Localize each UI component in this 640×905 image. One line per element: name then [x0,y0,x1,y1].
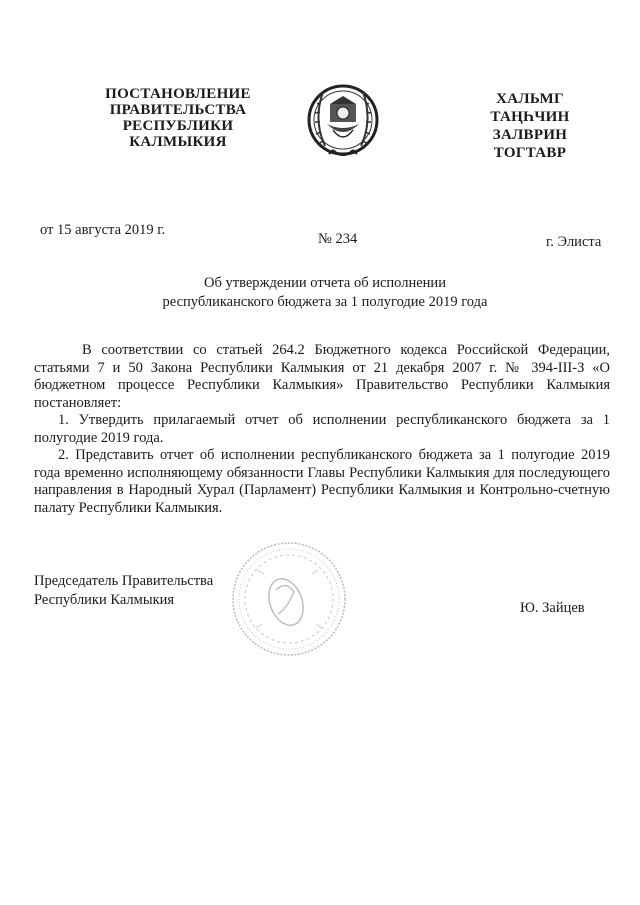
official-seal-stamp-icon [228,540,350,658]
coat-of-arms-emblem-icon [303,80,383,164]
document-title [100,274,550,312]
resolution-item-1: 1. Утвердить прилагаемый отчет об исполнении республиканского бюджета за 1 полугодие 2019 года. [34,412,610,446]
header-left-line: РЕСПУБЛИКИ [122,118,234,134]
signatory-position [34,572,213,610]
document-body [34,342,610,517]
title-line: республиканского бюджета за 1 полугодие 2019 года [162,294,488,310]
preamble-paragraph: В соответствии со статьей 264.2 Бюджетного кодекса Российской Федерации, статьями 7 и 50 Закона Республики Калмыкия от 21 декабря 2007 г. № 394-III-З «О бюджетном процессе Республики Калмыкия» Правительство Республики Калмыкия постановляет: [34,342,610,411]
title-line: Об утверждении отчета об исполнении [204,275,446,291]
document-date: от 15 августа 2019 г. [40,222,166,238]
document-number: № 234 [318,231,358,247]
document-city: г. Элиста [546,234,602,250]
header-right-line: ТОГТАВР [493,145,567,161]
resolution-item-2: 2. Представить отчет об исполнении республиканского бюджета за 1 полугодие 2019 года временно исполняющему обязанности Главы Республики Калмыкия для последующего направления в Народный Хурал (Парламент) Республики Калмыкия и Контрольно-счетную палату Республики Калмыкия. [34,447,610,516]
header-right-line: ХАЛЬМГ [496,91,564,107]
header-left-line: ПОСТАНОВЛЕНИЕ [105,86,251,102]
signatory-position-line: Председатель Правительства [34,573,214,589]
header-right-line: ТАҢҺЧИН [490,109,570,125]
header-left-line: ПРАВИТЕЛЬСТВА [109,102,247,118]
signatory-position-line: Республики Калмыкия [34,592,175,608]
header-title-russian [88,86,268,150]
header-title-kalmyk [455,90,605,162]
signatory-name: Ю. Зайцев [520,600,585,616]
header-left-line: КАЛМЫКИЯ [129,134,227,150]
header-right-line: ЗАЛВРИН [492,127,568,143]
